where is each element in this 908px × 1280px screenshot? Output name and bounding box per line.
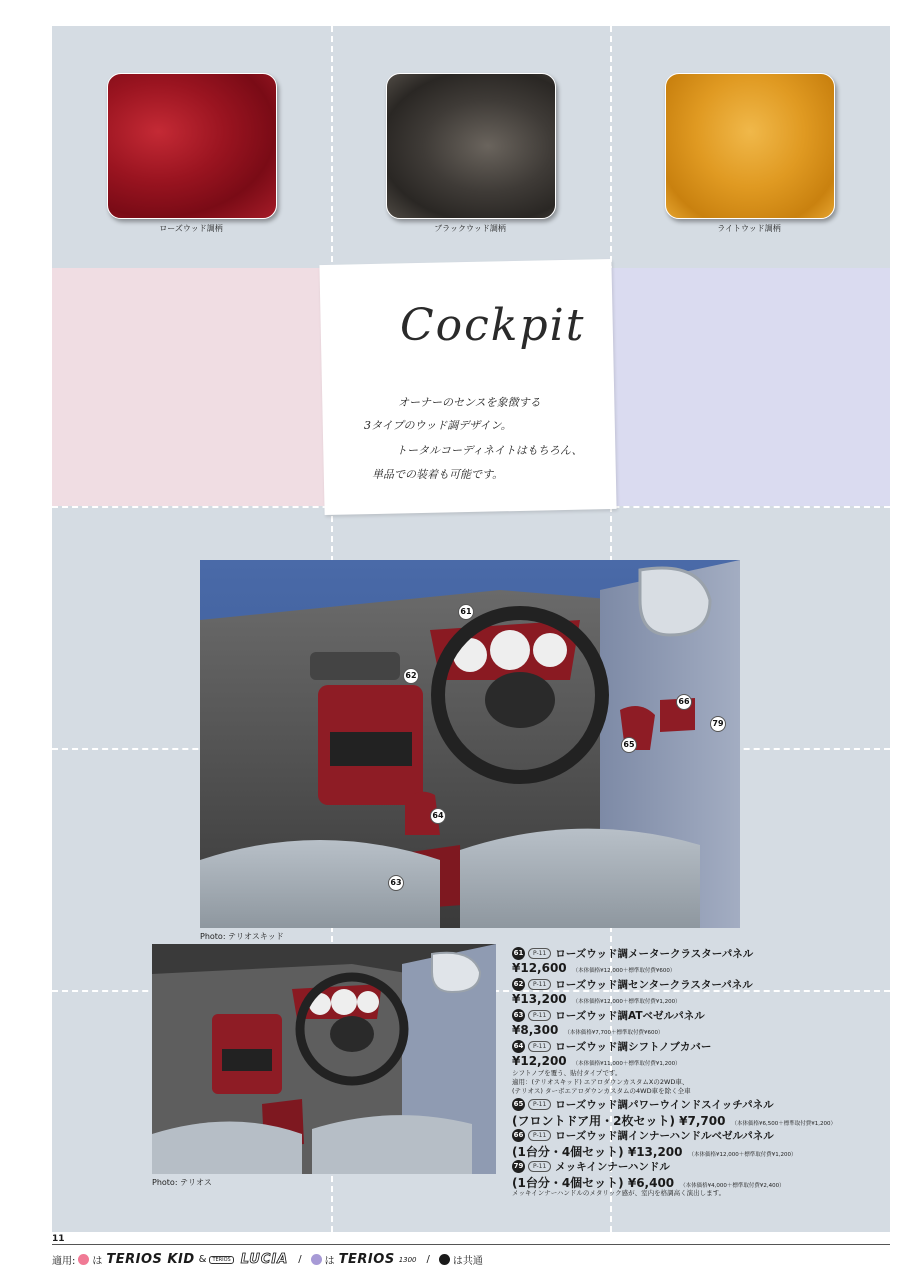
product-price: ¥12,200 xyxy=(512,1054,567,1068)
footer-common: は共通 xyxy=(452,1256,483,1267)
footer-slash: / xyxy=(298,1254,302,1265)
footer-slash: / xyxy=(426,1254,430,1265)
price-note: （本体価格¥7,700＋標準取付費¥600） xyxy=(564,1030,664,1036)
product-item xyxy=(512,1159,812,1198)
product-description: メッキインナーハンドルのメタリック感が、室内を格調高く演出します。 xyxy=(512,1189,726,1197)
item-number: 65 xyxy=(512,1098,525,1111)
terios-badge: TERIOS xyxy=(209,1256,233,1264)
page-number: 11 xyxy=(52,1234,65,1244)
price-note: （本体価格¥6,500＋標準取付費¥1,200） xyxy=(731,1121,836,1127)
copy-line: トータルコーディネイトはもちろん、 xyxy=(396,444,583,457)
product-price: ¥12,600 xyxy=(512,961,567,975)
price-note: （本体価格¥12,000＋標準取付費¥1,200） xyxy=(688,1152,797,1158)
callout-65: 65 xyxy=(621,737,637,753)
product-code: P-11 xyxy=(528,1041,551,1052)
product-code: P-11 xyxy=(528,1130,551,1141)
lightwood-swatch xyxy=(665,73,835,219)
product-name: ローズウッド調パワーウインドスイッチパネル xyxy=(555,1099,774,1111)
footer-prefix: 適用: xyxy=(52,1256,76,1267)
cockpit-photo-main xyxy=(200,560,740,928)
item-number: 64 xyxy=(512,1040,525,1053)
product-name: ローズウッド調センタークラスターパネル xyxy=(555,979,753,991)
price-note: （本体価格¥4,000＋標準取付費¥2,400） xyxy=(680,1183,785,1189)
footer-divider xyxy=(52,1244,890,1245)
product-code: P-11 xyxy=(528,948,551,959)
price-note: （本体価格¥11,000＋標準取付費¥1,200） xyxy=(572,1061,681,1067)
product-name: ローズウッド調ATベゼルパネル xyxy=(555,1010,705,1022)
item-number: 79 xyxy=(512,1160,525,1173)
brand-terios-kid: TERIOS KID xyxy=(106,1252,195,1267)
product-description: 適用：(テリオスキッド) エアロダウンカスタムXの2WD車、 xyxy=(512,1078,689,1086)
item-number: 62 xyxy=(512,978,525,991)
product-code: P-11 xyxy=(528,1010,551,1021)
product-name: ローズウッド調メータークラスターパネル xyxy=(555,948,754,960)
purple-dot-icon xyxy=(311,1254,322,1265)
swatch-label: ローズウッド調柄 xyxy=(159,224,223,233)
product-price: ¥8,300 xyxy=(512,1023,559,1037)
callout-64: 64 xyxy=(430,808,446,824)
footer-amp: & xyxy=(198,1254,207,1265)
product-item xyxy=(512,1039,812,1096)
brand-terios: TERIOS xyxy=(338,1252,395,1267)
product-list xyxy=(512,946,836,1199)
footer-wa: は xyxy=(324,1256,335,1267)
item-number: 63 xyxy=(512,1009,525,1022)
swatch-label: ブラックウッド調柄 xyxy=(434,224,506,233)
page-title: Cockpit xyxy=(400,300,586,351)
price-note: （本体価格¥12,000＋標準取付費¥1,200） xyxy=(572,999,681,1005)
callout-79: 79 xyxy=(710,716,726,732)
product-item xyxy=(512,977,812,1007)
callout-61: 61 xyxy=(458,604,474,620)
product-description: シフトノブを覆う、貼付タイプです。 xyxy=(512,1069,622,1077)
product-code: P-11 xyxy=(528,1161,551,1172)
footer-wa: は xyxy=(92,1256,103,1267)
callout-66: 66 xyxy=(676,694,692,710)
pink-dot-icon xyxy=(78,1254,89,1265)
product-name: ローズウッド調インナーハンドルベゼルパネル xyxy=(555,1130,774,1142)
swatch-label: ライトウッド調柄 xyxy=(717,224,781,233)
product-item xyxy=(512,946,812,976)
price-note: （本体価格¥12,000＋標準取付費¥600） xyxy=(572,968,676,974)
product-description: (テリオス) ターボエアロダウンカスタムの4WD車を除く全車 xyxy=(512,1087,691,1095)
product-price: ¥13,200 xyxy=(512,992,567,1006)
product-name: ローズウッド調シフトノブカバー xyxy=(555,1041,712,1053)
rosewood-swatch xyxy=(107,73,277,219)
brand-terios-displacement: 1300 xyxy=(398,1255,417,1264)
product-name: メッキインナーハンドル xyxy=(555,1161,670,1173)
product-code: P-11 xyxy=(528,979,551,990)
product-price: (フロントドア用・2枚セット) ¥7,700 xyxy=(512,1114,726,1128)
callout-62: 62 xyxy=(403,668,419,684)
product-price: (1台分・4個セット) ¥13,200 xyxy=(512,1145,683,1159)
copy-line: オーナーのセンスを象徴する xyxy=(398,396,541,409)
product-item xyxy=(512,1128,812,1158)
lavender-tile xyxy=(611,268,890,506)
photo-caption: Photo: テリオス xyxy=(152,1178,212,1187)
pink-tile xyxy=(52,268,332,506)
photo-caption: Photo: テリオスキッド xyxy=(200,932,284,941)
callout-63: 63 xyxy=(388,875,404,891)
product-price: (1台分・4個セット) ¥6,400 xyxy=(512,1176,675,1190)
item-number: 66 xyxy=(512,1129,525,1142)
product-item xyxy=(512,1097,836,1128)
black-dot-icon xyxy=(439,1254,450,1265)
product-code: P-11 xyxy=(528,1099,551,1110)
blackwood-swatch xyxy=(386,73,556,219)
copy-line: 単品での装着も可能です。 xyxy=(372,468,504,481)
product-item xyxy=(512,1008,812,1038)
copy-line: 3タイプのウッド調デザイン。 xyxy=(364,419,512,432)
brand-lucia: LUCIA xyxy=(240,1252,289,1267)
item-number: 61 xyxy=(512,947,525,960)
applicability-footer xyxy=(52,1252,483,1267)
cockpit-photo-sub xyxy=(152,944,496,1174)
